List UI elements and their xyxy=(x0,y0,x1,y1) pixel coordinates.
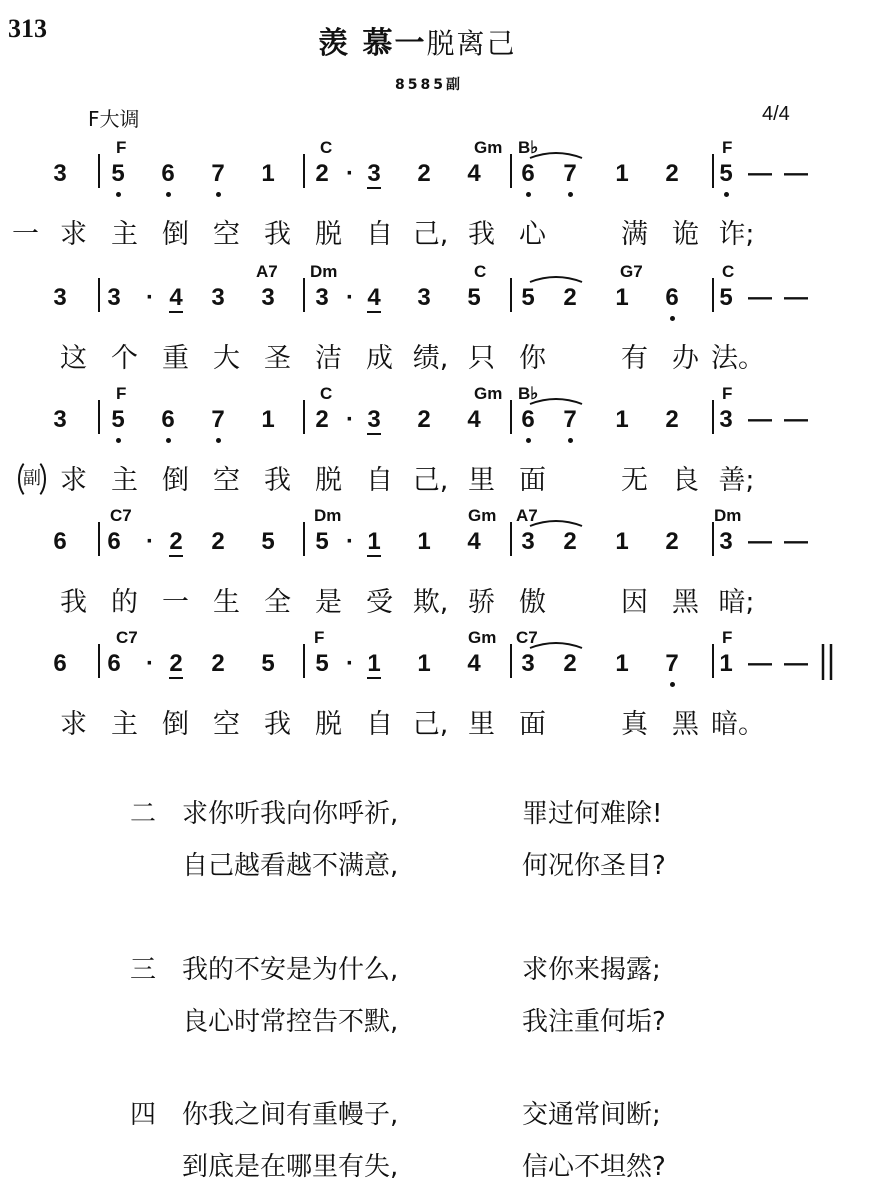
lyric-syllable: 因 xyxy=(621,587,648,618)
lyric-syllable: 己, xyxy=(412,709,449,740)
verse-label: 四 xyxy=(130,1100,157,1130)
verse-line-second-half: 何况你圣目? xyxy=(522,851,666,881)
dot-duration: · xyxy=(146,528,154,555)
lyric-syllable: 空 xyxy=(213,219,240,250)
lyric-syllable: 里 xyxy=(468,709,495,740)
dot-duration: · xyxy=(146,284,154,311)
lyric-syllable: 满 xyxy=(621,219,648,250)
note: 5 xyxy=(261,650,275,677)
note: 7 xyxy=(563,160,577,187)
dot-duration: · xyxy=(346,160,354,187)
chord-symbol: F xyxy=(314,628,325,647)
lyric-syllable: 成 xyxy=(366,343,393,374)
title-subtitle: 脱离己 xyxy=(426,27,517,60)
chord-symbol: F xyxy=(722,384,733,403)
chord-symbol: Gm xyxy=(468,628,497,647)
dash-sustain: — xyxy=(784,160,808,187)
slur xyxy=(530,277,582,282)
lyric-syllable: 洁 xyxy=(315,343,342,374)
lyric-syllable: 我 xyxy=(60,587,87,618)
lyric-syllable: 暗。 xyxy=(711,709,765,740)
verse-line-first-half: 自己越看越不满意, xyxy=(182,851,399,881)
lyric-syllable: 绩, xyxy=(412,343,449,374)
lyric-syllable: 善; xyxy=(718,465,755,496)
verse-number: 一 xyxy=(12,219,39,250)
note: 2 xyxy=(665,406,679,433)
chord-symbol: Dm xyxy=(314,506,342,525)
chord-symbol: A7 xyxy=(516,506,538,525)
note: 3 xyxy=(417,284,431,311)
note: 2 xyxy=(211,650,225,677)
note: 3 xyxy=(53,160,67,187)
lyric-syllable: 我 xyxy=(264,465,291,496)
chord-symbol: C7 xyxy=(516,628,538,647)
note: 2 xyxy=(665,160,679,187)
verse-line-second-half: 罪过何难除! xyxy=(522,799,663,829)
chord-symbol: B♭ xyxy=(518,384,539,403)
lyric-syllable: 空 xyxy=(213,709,240,740)
lyric-syllable: 良 xyxy=(672,465,699,496)
refrain-label: 副 xyxy=(18,458,46,500)
chord-symbol: F xyxy=(116,384,127,403)
lyric-syllable: 倒 xyxy=(162,219,189,250)
dot-duration: · xyxy=(346,528,354,555)
note: 2 xyxy=(563,650,577,677)
lyric-syllable: 这 xyxy=(60,343,87,374)
note: 2 xyxy=(164,528,188,556)
lyric-syllable: 法。 xyxy=(711,343,765,374)
note: 4 xyxy=(467,650,481,677)
lyric-syllable: 脱 xyxy=(315,709,342,740)
note: 5 xyxy=(521,284,535,311)
note: 5 xyxy=(261,528,275,555)
slur xyxy=(530,643,582,648)
dash-sustain: — xyxy=(748,160,772,187)
lyric-syllable: 主 xyxy=(111,219,138,250)
lyric-syllable: 求 xyxy=(60,219,87,250)
note: 1 xyxy=(615,160,629,187)
note: 3 xyxy=(719,528,733,555)
verse-line-first-half: 求你听我向你呼祈, xyxy=(182,799,399,829)
lyric-syllable: 倒 xyxy=(162,465,189,496)
dash-sustain: — xyxy=(784,406,808,433)
hymn-number: 313 xyxy=(8,14,47,43)
chord-symbol: Dm xyxy=(310,262,338,281)
note: 1 xyxy=(615,284,629,311)
lyric-syllable: 诡 xyxy=(672,219,699,250)
dash-sustain: — xyxy=(784,528,808,555)
lyric-syllable: 我 xyxy=(468,219,495,250)
lyric-syllable: 重 xyxy=(162,343,189,374)
chord-symbol: A7 xyxy=(256,262,278,281)
note: 7 xyxy=(665,650,679,677)
note: 2 xyxy=(563,284,577,311)
dash-sustain: — xyxy=(784,650,808,677)
chord-symbol: F xyxy=(116,138,127,157)
lyric-syllable: 诈; xyxy=(718,219,755,250)
note: 3 xyxy=(719,406,733,433)
chord-symbol: Gm xyxy=(468,506,497,525)
note: 6 xyxy=(107,650,121,677)
note: 1 xyxy=(615,528,629,555)
note: 6 xyxy=(521,406,535,433)
verse-label: 二 xyxy=(130,799,157,829)
note: 1 xyxy=(615,406,629,433)
dash-sustain: — xyxy=(784,284,808,311)
chord-symbol: F xyxy=(722,628,733,647)
note: 5 xyxy=(111,160,125,187)
note: 1 xyxy=(719,650,733,677)
lyric-syllable: 自 xyxy=(366,709,393,740)
lyric-syllable: 黑 xyxy=(672,587,699,618)
verse-line-first-half: 我的不安是为什么, xyxy=(182,955,399,985)
key-signature: F大调 xyxy=(88,107,140,131)
note: 3 xyxy=(261,284,275,311)
note: 4 xyxy=(467,528,481,555)
lyric-syllable: 生 xyxy=(213,587,240,618)
title-main: 羡 慕 xyxy=(318,26,395,61)
note: 3 xyxy=(211,284,225,311)
note: 3 xyxy=(53,406,67,433)
note: 7 xyxy=(211,406,225,433)
chord-symbol: C xyxy=(320,138,333,157)
note: 1 xyxy=(417,650,431,677)
note: 3 xyxy=(53,284,67,311)
verse-line-second-half: 信心不坦然? xyxy=(522,1152,666,1182)
verse-line-first-half: 良心时常控告不默, xyxy=(182,1007,399,1037)
lyric-syllable: 一 xyxy=(162,587,189,618)
dash-sustain: — xyxy=(748,650,772,677)
note: 7 xyxy=(563,406,577,433)
lyric-syllable: 大 xyxy=(213,343,240,374)
note: 3 xyxy=(521,650,535,677)
note: 6 xyxy=(53,650,67,677)
note: 4 xyxy=(467,406,481,433)
lyric-syllable: 倒 xyxy=(162,709,189,740)
note: 3 xyxy=(315,284,329,311)
final-barline-thick xyxy=(823,644,831,680)
slur xyxy=(530,521,582,526)
note: 6 xyxy=(161,160,175,187)
chord-symbol: Gm xyxy=(474,138,503,157)
chord-symbol: B♭ xyxy=(518,138,539,157)
lyric-syllable: 个 xyxy=(111,343,138,374)
note: 6 xyxy=(665,284,679,311)
note: 5 xyxy=(719,284,733,311)
note: 1 xyxy=(261,160,275,187)
verse-line-second-half: 交通常间断; xyxy=(522,1100,661,1130)
note: 2 xyxy=(164,650,188,678)
chord-symbol: C7 xyxy=(110,506,132,525)
chord-symbol: C xyxy=(320,384,333,403)
lyric-syllable: 骄 xyxy=(468,587,495,618)
chord-symbol: C xyxy=(722,262,735,281)
meter: 8585副 xyxy=(395,77,463,93)
verse-line-second-half: 求你来揭露; xyxy=(522,955,661,985)
lyric-syllable: 是 xyxy=(315,587,342,618)
chord-symbol: C7 xyxy=(116,628,138,647)
lyric-syllable: 真 xyxy=(621,709,648,740)
note: 6 xyxy=(53,528,67,555)
note: 2 xyxy=(211,528,225,555)
lyric-syllable: 我 xyxy=(264,219,291,250)
lyric-syllable: 己, xyxy=(412,465,449,496)
lyric-syllable: 脱 xyxy=(315,219,342,250)
time-signature: 4/4 xyxy=(762,103,790,125)
note: 1 xyxy=(417,528,431,555)
note: 6 xyxy=(161,406,175,433)
note: 7 xyxy=(211,160,225,187)
chord-symbol: G7 xyxy=(620,262,643,281)
lyric-syllable: 你 xyxy=(519,343,546,374)
note: 4 xyxy=(467,160,481,187)
lyric-syllable: 我 xyxy=(264,709,291,740)
note: 2 xyxy=(665,528,679,555)
chord-symbol: Dm xyxy=(714,506,742,525)
dash-sustain: — xyxy=(748,528,772,555)
chord-symbol: C xyxy=(474,262,487,281)
lyric-syllable: 黑 xyxy=(672,709,699,740)
lyric-syllable: 里 xyxy=(468,465,495,496)
lyric-syllable: 心 xyxy=(519,219,546,250)
note: 1 xyxy=(261,406,275,433)
lyric-syllable: 主 xyxy=(111,465,138,496)
lyric-syllable: 求 xyxy=(60,465,87,496)
lyric-syllable: 己, xyxy=(412,219,449,250)
slur xyxy=(530,153,582,158)
note: 1 xyxy=(362,528,386,556)
note: 3 xyxy=(107,284,121,311)
note: 2 xyxy=(417,160,431,187)
note: 6 xyxy=(107,528,121,555)
lyric-syllable: 欺, xyxy=(412,587,449,618)
lyric-syllable: 主 xyxy=(111,709,138,740)
note: 5 xyxy=(719,160,733,187)
title-dash: 一 xyxy=(394,26,427,61)
dash-sustain: — xyxy=(748,406,772,433)
lyric-syllable: 面 xyxy=(519,465,546,496)
note: 5 xyxy=(467,284,481,311)
verse-label: 三 xyxy=(130,955,157,985)
verse-line-first-half: 你我之间有重幔子, xyxy=(182,1100,399,1130)
lyric-syllable: 傲 xyxy=(519,587,546,618)
note: 1 xyxy=(615,650,629,677)
lyric-syllable: 只 xyxy=(468,343,495,374)
dot-duration: · xyxy=(346,406,354,433)
dot-duration: · xyxy=(146,650,154,677)
verse-line-first-half: 到底是在哪里有失, xyxy=(182,1152,399,1182)
dot-duration: · xyxy=(346,284,354,311)
lyric-syllable: 求 xyxy=(60,709,87,740)
lyric-syllable: 受 xyxy=(366,587,393,618)
note: 1 xyxy=(362,650,386,678)
lyric-syllable: 的 xyxy=(111,587,138,618)
lyric-syllable: 面 xyxy=(519,709,546,740)
note: 5 xyxy=(111,406,125,433)
verse-line-second-half: 我注重何垢? xyxy=(522,1007,666,1037)
lyric-syllable: 全 xyxy=(264,587,291,618)
note: 6 xyxy=(521,160,535,187)
note: 5 xyxy=(315,528,329,555)
lyric-syllable: 脱 xyxy=(315,465,342,496)
note: 4 xyxy=(362,284,386,312)
chord-symbol: F xyxy=(722,138,733,157)
lyric-syllable: 自 xyxy=(366,219,393,250)
dash-sustain: — xyxy=(748,284,772,311)
note: 5 xyxy=(315,650,329,677)
lyric-syllable: 圣 xyxy=(264,343,291,374)
note: 3 xyxy=(521,528,535,555)
lyric-syllable: 空 xyxy=(213,465,240,496)
slur xyxy=(530,399,582,404)
note: 3 xyxy=(362,406,386,434)
lyric-syllable: 办 xyxy=(672,343,699,374)
lyric-syllable: 暗; xyxy=(718,587,755,618)
lyric-syllable: 有 xyxy=(621,343,648,374)
lyric-syllable: 无 xyxy=(621,465,648,496)
note: 3 xyxy=(362,160,386,188)
dot-duration: · xyxy=(346,650,354,677)
note: 2 xyxy=(315,406,329,433)
chord-symbol: Gm xyxy=(474,384,503,403)
note: 2 xyxy=(563,528,577,555)
note: 2 xyxy=(417,406,431,433)
note: 4 xyxy=(164,284,188,312)
lyric-syllable: 自 xyxy=(366,465,393,496)
note: 2 xyxy=(315,160,329,187)
